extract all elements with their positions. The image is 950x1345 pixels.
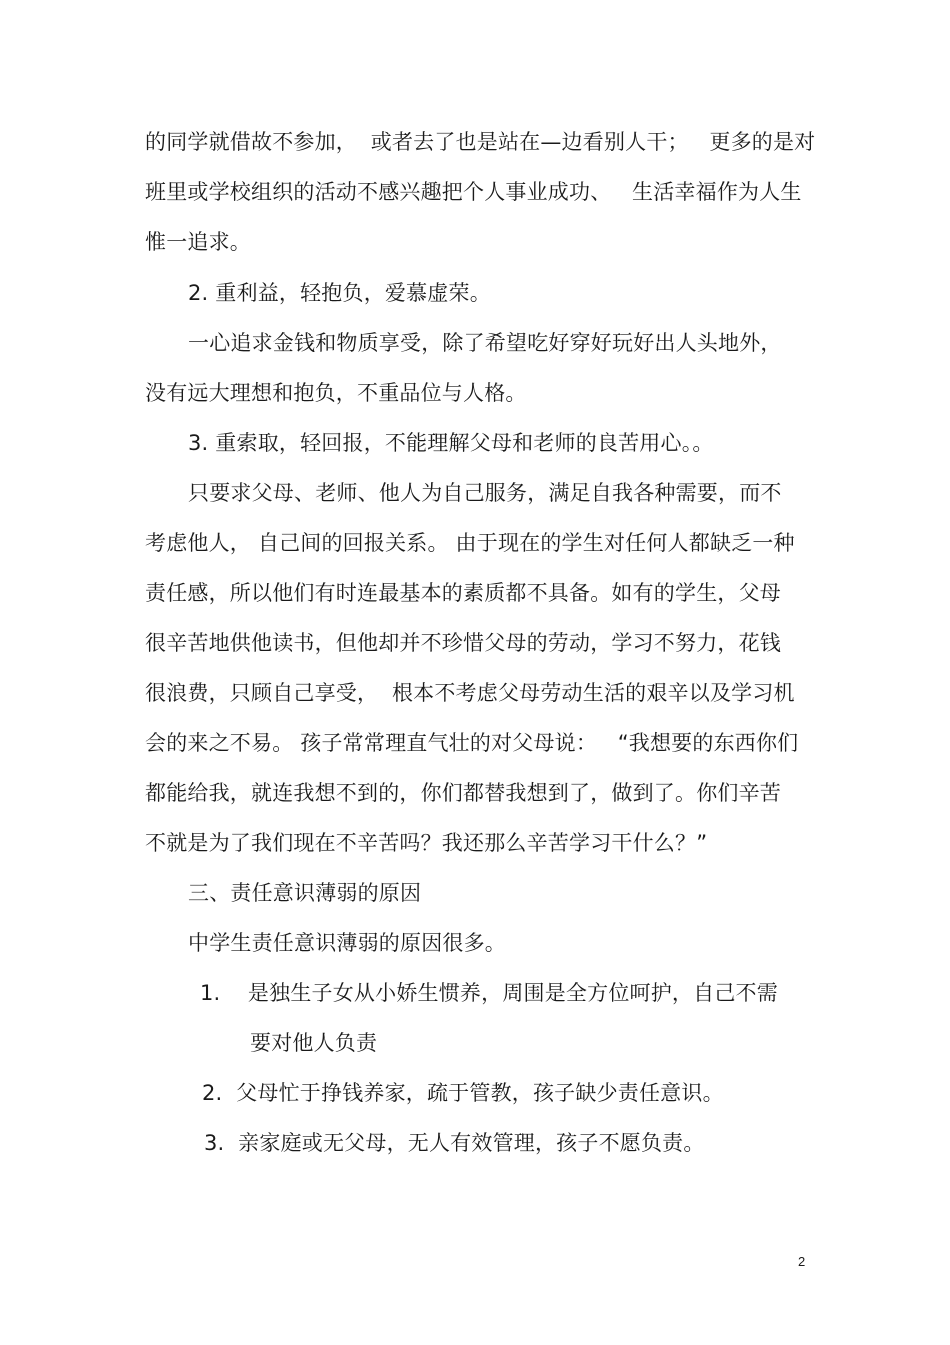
body-line: 没有远大理想和抱负，不重品位与人格。: [145, 381, 527, 405]
body-line: 一心追求金钱和物质享受，除了希望吃好穿好玩好出人头地外，: [188, 331, 782, 355]
body-line: 责任感，所以他们有时连最基本的素质都不具备。如有的学生，父母: [145, 581, 781, 605]
body-line: 的同学就借故不参加， 或者去了也是站在—边看别人干； 更多的是对: [145, 130, 816, 154]
list-heading: 2. 重利益，轻抱负，爱慕虚荣。: [188, 281, 491, 305]
body-line: 考虑他人， 自己间的回报关系。 由于现在的学生对任何人都缺乏一种: [145, 531, 795, 555]
body-line: 会的来之不易。 孩子常常理直气壮的对父母说： “我想要的东西你们: [145, 731, 799, 755]
body-line: 不就是为了我们现在不辛苦吗？我还那么辛苦学习干什么？”: [145, 831, 708, 855]
body-line: 惟一追求。: [145, 230, 251, 254]
list-item-continuation: 要对他人负责: [250, 1031, 378, 1055]
body-line: 只要求父母、老师、他人为自己服务，满足自我各种需要，而不: [188, 481, 782, 505]
page-number: 2: [798, 1254, 806, 1269]
body-line: 中学生责任意识薄弱的原因很多。: [188, 931, 506, 955]
body-line: 很浪费，只顾自己享受， 根本不考虑父母劳动生活的艰辛以及学习机: [145, 681, 795, 705]
list-item: 1. 是独生子女从小娇生惯养，周围是全方位呵护，自己不需: [200, 981, 778, 1005]
list-item: 2. 父母忙于挣钱养家，疏于管教，孩子缺少责任意识。: [202, 1081, 724, 1105]
list-item: 3. 亲家庭或无父母，无人有效管理，孩子不愿负责。: [204, 1131, 705, 1155]
body-line: 很辛苦地供他读书，但他却并不珍惜父母的劳动，学习不努力，花钱: [145, 631, 781, 655]
body-line: 班里或学校组织的活动不感兴趣把个人事业成功、 生活幸福作为人生: [145, 180, 802, 204]
section-heading: 三、责任意识薄弱的原因: [188, 881, 422, 905]
body-line: 都能给我，就连我想不到的，你们都替我想到了，做到了。你们辛苦: [145, 781, 781, 805]
list-heading: 3. 重索取，轻回报，不能理解父母和老师的良苦用心。。: [188, 431, 714, 455]
